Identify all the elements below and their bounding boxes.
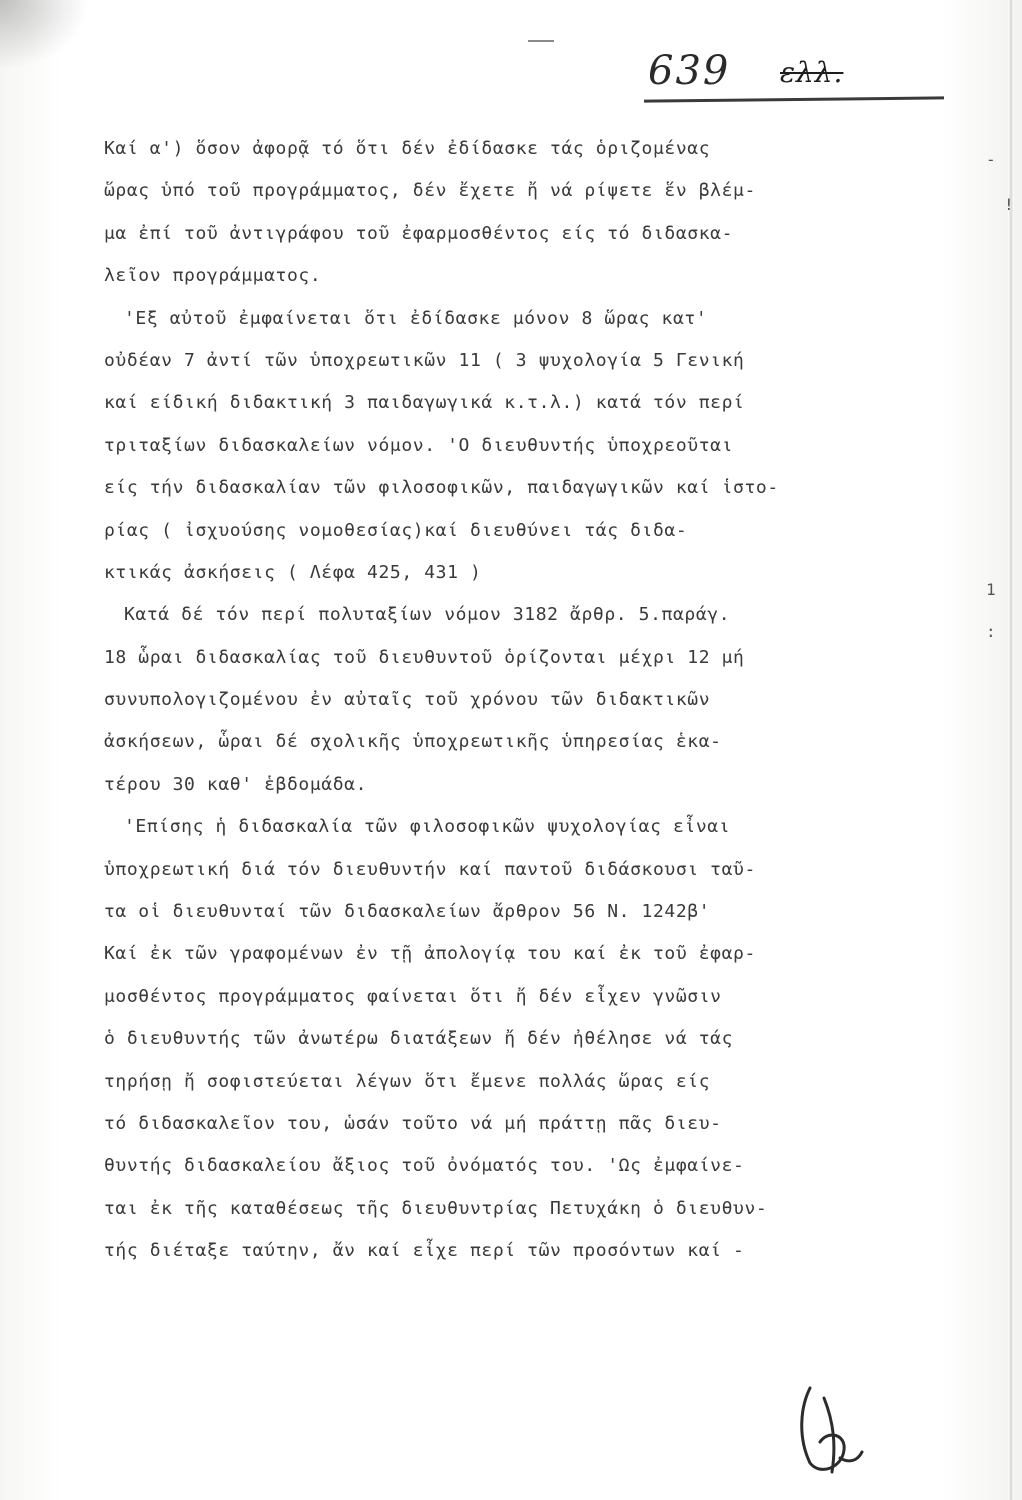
text-line: τα οἱ διευθυνταί τῶν διδασκαλείων ἄρθρον 56 Ν. 1242β': [104, 901, 711, 923]
text-line: ἀσκήσεων, ὧραι δέ σχολικῆς ὑποχρεωτικῆς ὑπηρεσίας ἑκα-: [104, 731, 722, 753]
margin-mark: 1: [986, 580, 996, 599]
text-line: ὑποχρεωτική διά τόν διευθυντήν καί παντοῦ διδάσκουσι ταῦ-: [104, 858, 756, 880]
handwritten-page-number: 639: [648, 48, 731, 94]
text-line: 18 ὧραι διδασκαλίας τοῦ διευθυντοῦ ὁρίζονται μέχρι 12 μή: [104, 646, 745, 668]
top-dash-mark: [528, 40, 554, 42]
text-line: τέρου 30 καθ' ἑβδομάδα.: [104, 773, 368, 795]
handwritten-signature: [780, 1368, 870, 1478]
text-line: τριταξίων διδασκαλείων νόμον. 'Ο διευθυντής ὑποχρεοῦται: [104, 434, 734, 456]
text-line: Καί α') ὅσον ἀφορᾷ τό ὅτι δέν ἐδίδασκε τάς ὁριζομένας: [104, 138, 711, 159]
scan-corner-shadow: [0, 0, 90, 70]
text-line: τό διδασκαλεῖον του, ὡσάν τοῦτο νά μή πράττῃ πᾶς διευ-: [104, 1112, 722, 1134]
margin-mark: !: [1004, 195, 1014, 214]
text-line: ται ἐκ τῆς καταθέσεως τῆς διευθυντρίας Πετυχάκη ὁ διευθυν-: [104, 1197, 768, 1219]
text-line: ρίας ( ἰσχυούσης νομοθεσίας)καί διευθύνει τάς διδα-: [104, 519, 688, 541]
text-line: Καί ἐκ τῶν γραφομένων ἐν τῇ ἀπολογίᾳ του καί ἐκ τοῦ ἐφαρ-: [104, 943, 756, 965]
text-line: καί είδική διδακτική 3 παιδαγωγικά κ.τ.λ.) κατά τόν περί: [104, 392, 745, 414]
text-line: θυντής διδασκαλείου ἄξιος τοῦ ὀνόματός του. 'Ως ἐμφαίνε-: [104, 1155, 745, 1177]
text-line: 'Επίσης ἡ διδασκαλία τῶν φιλοσοφικῶν ψυχολογίας εἶναι: [124, 816, 731, 838]
text-line: ὥρας ὑπό τοῦ προγράμματος, δέν ἔχετε ἤ νά ρίψετε ἕν βλέμ-: [104, 180, 756, 202]
text-line: μα ἐπί τοῦ ἀντιγράφου τοῦ ἐφαρμοσθέντος είς τό διδασκα-: [104, 222, 734, 244]
text-line: λεῖον προγράμματος.: [104, 265, 322, 287]
text-line: τηρήσῃ ἤ σοφιστεύεται λέγων ὅτι ἔμενε πολλάς ὥρας είς: [104, 1070, 711, 1092]
text-line: ὁ διευθυντής τῶν ἀνωτέρω διατάξεων ἤ δέν ἠθέλησε νά τάς: [104, 1028, 734, 1050]
margin-mark: :: [986, 622, 996, 641]
text-line: οὐδέαν 7 ἀντί τῶν ὑποχρεωτικῶν 11 ( 3 ψυχολογία 5 Γενική: [104, 349, 745, 371]
page-edge: [1008, 0, 1014, 1500]
text-line: Κατά δέ τόν περί πολυταξίων νόμον 3182 ἄρθρ. 5.παράγ.: [124, 604, 731, 626]
text-line: είς τήν διδασκαλίαν τῶν φιλοσοφικῶν, παιδαγωγικῶν καί ἱστο-: [104, 477, 779, 499]
text-line: κτικάς ἀσκήσεις ( Λέφα 425, 431 ): [104, 561, 482, 583]
typed-text-body: [104, 128, 984, 1273]
text-line: μοσθέντος προγράμματος φαίνεται ὅτι ἤ δέν εἶχεν γνῶσιν: [104, 985, 722, 1007]
margin-mark: -: [986, 150, 996, 169]
text-line: συνυπολογιζομένου ἐν αὐταῖς τοῦ χρόνου τῶν διδακτικῶν: [104, 689, 711, 711]
text-line: 'Εξ αὐτοῦ ἐμφαίνεται ὅτι ἐδίδασκε μόνον 8 ὥρας κατ': [124, 307, 708, 329]
text-line: τής διέταξε ταύτην, ἄν καί εἶχε περί τῶν προσόντων καί -: [104, 1240, 745, 1262]
handwritten-page-suffix: ελλ.: [780, 56, 844, 89]
page-number-underline: [644, 96, 944, 102]
